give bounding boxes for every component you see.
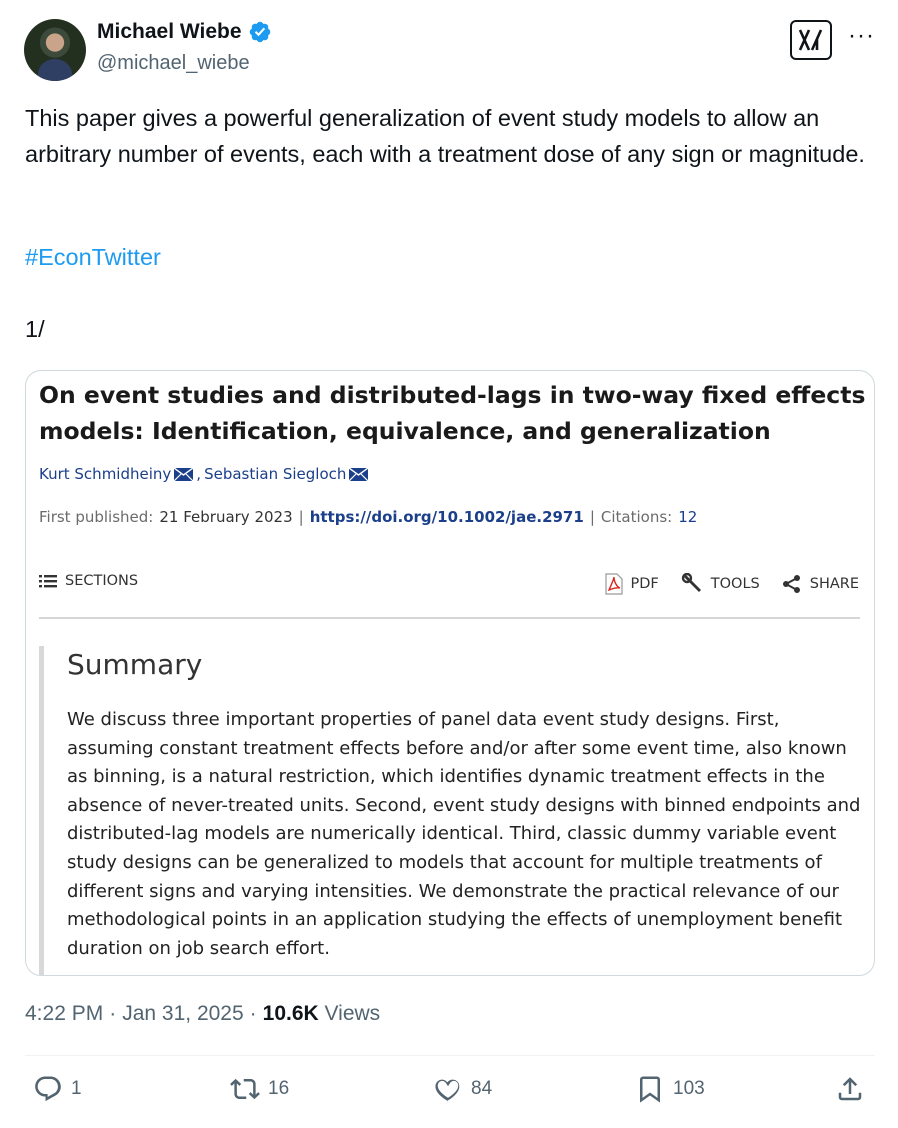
paper-toolbar <box>39 573 859 597</box>
views-label: Views <box>324 1002 381 1025</box>
pdf-label: PDF <box>630 576 659 592</box>
summary-text: We discuss three important properties of panel data event study designs. First, assuming constant treatment effects before and/or after some event time, also known as binning, is a natural restriction, which identifies dynamic treatment effects in the absence of never-treated units. Second, event study designs with binned endpoints and distributed-lag models are numerically identical. Third, classic dummy variable event study designs can be generalized to models that account for multiple treatments of different signs and varying intensities. We demonstrate the practical relevance of our methodological points in an application studying the effects of unemployment benefit duration on job search effort. <box>67 709 861 959</box>
x-logo-button[interactable] <box>790 20 832 60</box>
hashtag-link[interactable]: #EconTwitter <box>25 244 161 270</box>
author-link: Sebastian Siegloch <box>204 465 347 483</box>
reply-button[interactable] <box>33 1074 82 1104</box>
paper-authors <box>39 465 368 483</box>
reply-count: 1 <box>71 1078 82 1099</box>
share-icon <box>782 574 802 594</box>
share-post-button[interactable] <box>835 1074 865 1104</box>
pdf-icon <box>605 573 623 595</box>
share-item <box>782 574 859 594</box>
author-name-row <box>97 20 272 44</box>
bookmark-button[interactable] <box>635 1074 705 1104</box>
thread-marker: 1/ <box>25 316 45 342</box>
repost-count: 16 <box>268 1078 290 1099</box>
author-name[interactable]: Michael Wiebe <box>97 20 242 43</box>
repost-icon <box>230 1074 260 1104</box>
tweet-text: This paper gives a powerful generalization of event study models to allow an arbitrary number of events, each with a treatment dose of any sign or magnitude. <box>25 105 865 167</box>
more-icon[interactable]: ··· <box>848 22 875 49</box>
share-label: SHARE <box>809 576 859 592</box>
x-logo-icon <box>798 28 824 52</box>
tweet-meta <box>25 1002 380 1026</box>
bookmark-count: 103 <box>673 1078 705 1099</box>
sections-list-icon <box>39 574 57 588</box>
avatar[interactable] <box>24 19 86 81</box>
like-button[interactable] <box>433 1074 492 1104</box>
meta-dot: · <box>249 1002 257 1025</box>
like-icon <box>433 1074 463 1104</box>
first-published-label: First published: <box>39 508 154 526</box>
repost-button[interactable] <box>230 1074 289 1104</box>
meta-dot: · <box>109 1002 117 1025</box>
summary-accent-bar <box>39 646 44 976</box>
wrench-icon <box>681 573 703 595</box>
attached-image-card[interactable] <box>25 370 875 976</box>
tools-label: TOOLS <box>710 576 760 592</box>
separator: | <box>589 508 595 526</box>
action-bar <box>25 1074 875 1110</box>
bookmark-icon <box>635 1074 665 1104</box>
tweet-date[interactable]: Jan 31, 2025 <box>122 1002 244 1025</box>
reply-icon <box>33 1074 63 1104</box>
tools-item <box>681 573 760 595</box>
envelope-icon <box>174 468 193 481</box>
views-count: 10.6K <box>262 1002 319 1025</box>
author-link: Kurt Schmidheiny <box>39 465 172 483</box>
pdf-item <box>605 573 659 595</box>
tweet-time[interactable]: 4:22 PM <box>25 1002 104 1025</box>
sections-menu <box>39 573 138 589</box>
author-handle[interactable]: @michael_wiebe <box>97 52 250 74</box>
separator: | <box>298 508 304 526</box>
verified-badge-icon <box>248 20 272 44</box>
toolbar-actions <box>605 573 859 595</box>
first-published-date: 21 February 2023 <box>159 508 293 526</box>
upload-icon <box>835 1074 865 1104</box>
summary-heading: Summary <box>67 648 203 681</box>
citations-label: Citations: <box>600 508 673 526</box>
citations-count: 12 <box>678 508 698 526</box>
author-separator: , <box>196 465 202 483</box>
toolbar-divider <box>39 617 860 619</box>
publication-info <box>39 508 697 526</box>
doi-link: https://doi.org/10.1002/jae.2971 <box>309 508 584 526</box>
actions-divider <box>25 1055 875 1056</box>
envelope-icon <box>349 468 368 481</box>
paper-title: On event studies and distributed-lags in two-way fixed effects models: Identification, equivalence, and generalization <box>39 381 866 445</box>
sections-label: SECTIONS <box>65 573 139 589</box>
like-count: 84 <box>471 1078 493 1099</box>
